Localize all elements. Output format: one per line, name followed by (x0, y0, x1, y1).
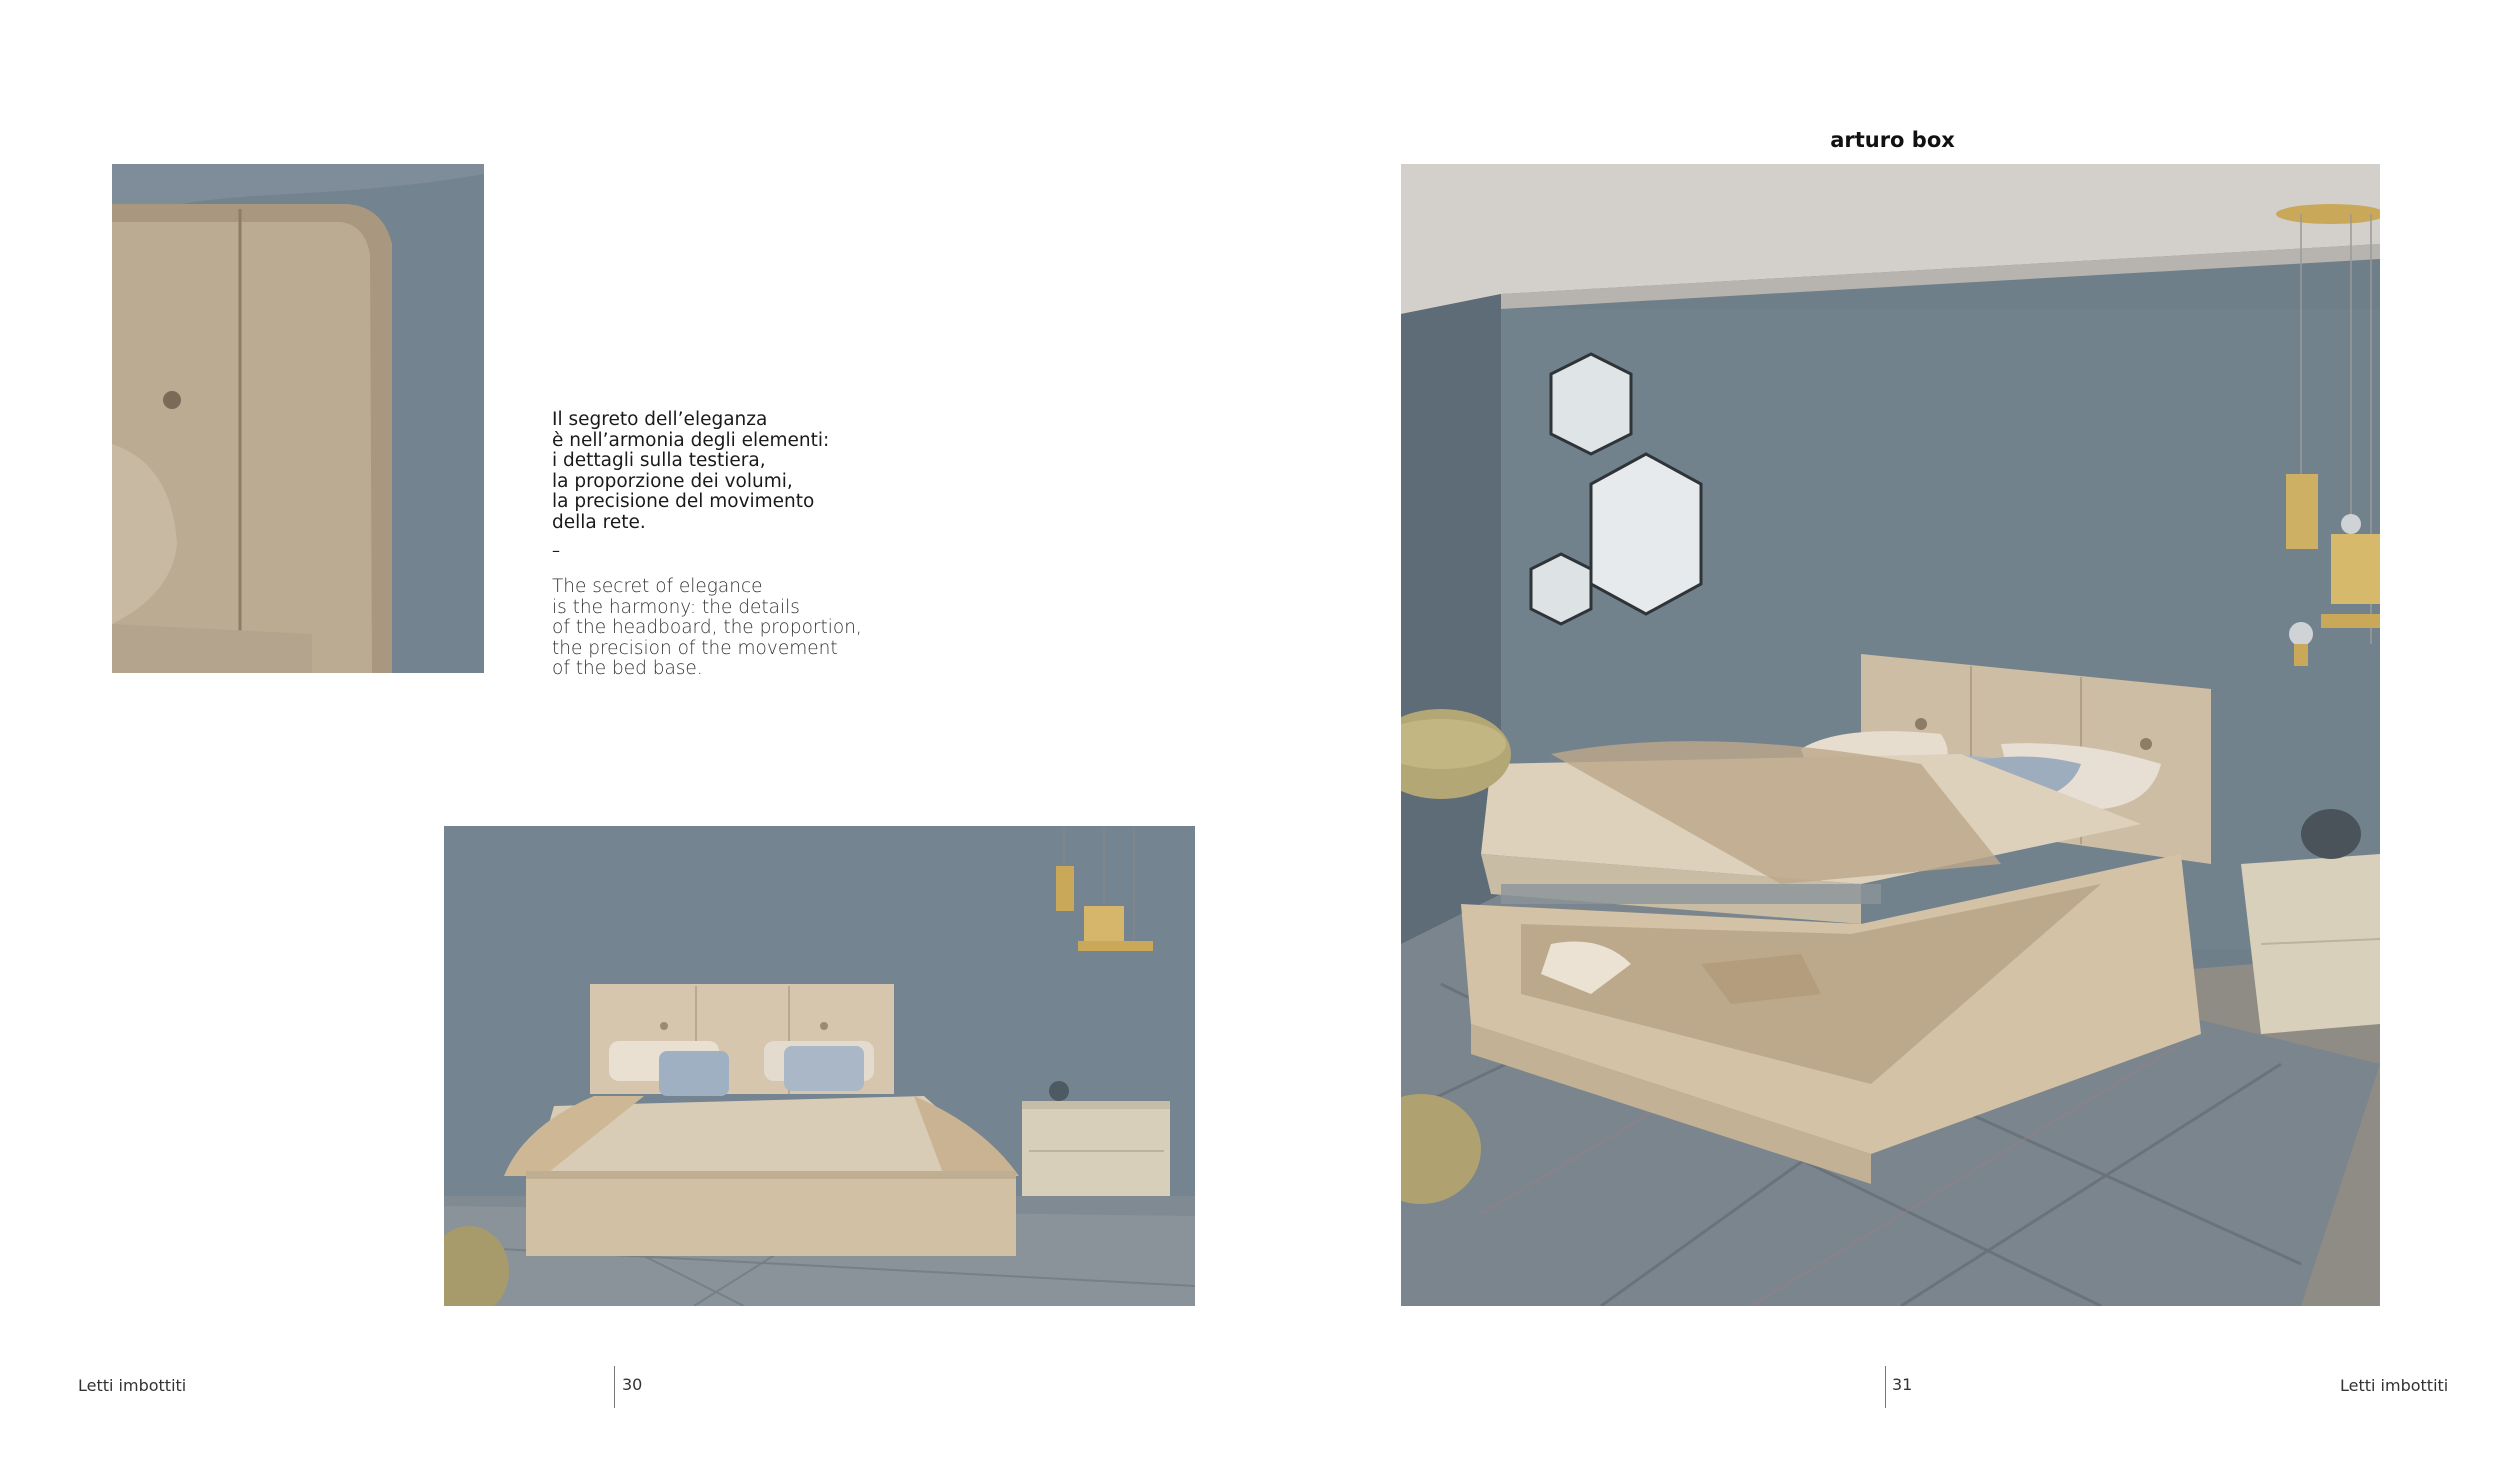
page-number-left: 30 (622, 1375, 643, 1394)
footer-section-label-left: Letti imbottiti (78, 1376, 187, 1395)
footer-divider-right (1885, 1366, 1886, 1408)
intro-text-english: The secret of elegance is the harmony: the details of the headboard, the proportion, the precision of the movement of the bed base. (552, 576, 862, 679)
product-title: arturo box (1830, 128, 1955, 152)
bed-room-photo-main (1401, 164, 2380, 1306)
intro-text-italian: Il segreto dell’eleganza è nell’armonia degli elementi: i dettagli sulla testiera, la proporzione dei volumi, la precisione del movimento della rete. (552, 409, 830, 533)
bed-room-photo-small (444, 826, 1195, 1306)
headboard-detail-photo (112, 164, 484, 673)
page-number-right: 31 (1892, 1375, 1913, 1394)
text-separator: – (552, 541, 560, 560)
footer-divider-left (614, 1366, 615, 1408)
footer-section-label-right: Letti imbottiti (2340, 1376, 2449, 1395)
